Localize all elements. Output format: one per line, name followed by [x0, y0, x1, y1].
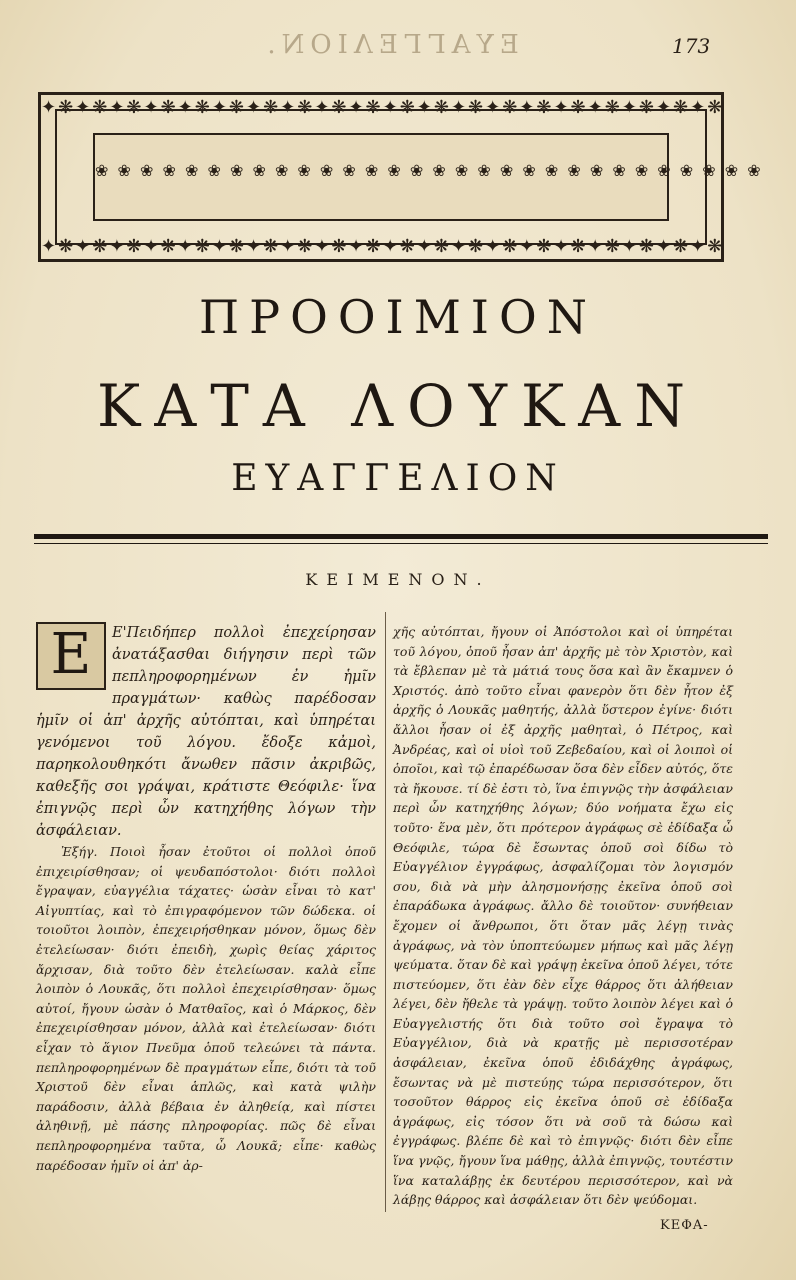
divider-rule-thin [34, 543, 768, 544]
dropcap-initial: Ε [36, 622, 106, 690]
title-line-2: ΚΑΤΑ ΛΟΥΚΑΝ [97, 372, 699, 440]
left-column [36, 622, 376, 1175]
decorative-headpiece [38, 92, 763, 262]
page-number: 173 [672, 34, 711, 58]
title-line-3: ΕΥΑΓΓΕΛΙΟΝ [231, 458, 565, 499]
column-divider [385, 612, 386, 1212]
ornament-band-inner: ❀ ❀ ❀ ❀ ❀ ❀ ❀ ❀ ❀ ❀ ❀ ❀ ❀ ❀ ❀ ❀ ❀ ❀ ❀ ❀ ❀ ❀ ❀ ❀ ❀ ❀ ❀ ❀ ❀ ❀ [95, 161, 763, 180]
catchword: ΚΕΦΑ- [660, 1218, 709, 1233]
section-label: ΚΕΙΜΕΝΟΝ. [305, 570, 491, 589]
ornament-band-bottom: ✦❋✦❋✦❋✦❋✦❋✦❋✦❋✦❋✦❋✦❋✦❋✦❋✦❋✦❋✦❋✦❋✦❋✦❋✦❋✦❋ [41, 236, 725, 257]
title-line-1: ΠΡΟΟΙΜΙΟΝ [199, 290, 597, 344]
ornament-band-top: ✦❋✦❋✦❋✦❋✦❋✦❋✦❋✦❋✦❋✦❋✦❋✦❋✦❋✦❋✦❋✦❋✦❋✦❋✦❋✦❋ [41, 97, 725, 118]
right-column [393, 622, 733, 1210]
running-head: ΕΥΑΓΓΕΛΙΟΝ. [261, 30, 519, 60]
divider-rule-thick [34, 534, 768, 539]
commentary-left: Ἐξήγ. Ποιοὶ ἦσαν ἐτοῦτοι οἱ πολλοὶ ὁποῦ ἐπιχειρίσθησαν; οἱ ψευδαπόστολοι· διότι πολλοὶ ἔγραψαν, εὐαγγέλια τάχατες· ὡσὰν εἶναι τὸ κατ' Αἰγυπτίας, καὶ τὸ ἐπιγραφόμενον τῶν δώδεκα. οἱ τοιοῦτοι λοιπὸν, ἐπεχειρήσθηκαν μόνον, ὅμως δὲν ἐτελείωσαν· διότι ἐπειδὴ, χωρὶς θείας χάριτος ἄρχισαν, διὰ τοῦτο δὲν ἐτελείωσαν. καλὰ εἶπε λοιπὸν ὁ Λουκᾶς, ὅτι πολλοὶ ἐπεχειρίσθησαν· ὅμως αὐτοί, ἤγουν ὡσὰν ὁ Ματθαῖος, καὶ ὁ Μάρκος, δὲν ἐπεχειρίσθησαν μόνον, ἀλλὰ καὶ ἐτελείωσαν· διότι εἶχαν τὸ ἅγιον Πνεῦμα ὁποῦ τελεώνει τὰ πάντα. πεπληροφορημένων δὲ πραγμάτων εἶπε, διότι τὰ τοῦ Χριστοῦ δὲν εἶναι ἁπλῶς, καὶ κατὰ ψιλὴν παράδοσιν, ἀλλὰ βέβαια ἐν ἀληθείᾳ, καὶ πίστει ἀληθινῇ, μὲ πάσης πληροφορίας. πῶς δὲ εἶναι πεπληροφορημένα ταῦτα, ὦ Λουκᾶ; εἶπε· καθὼς παρέδοσαν ἡμῖν οἱ ἀπ' ἀρ- [36, 844, 376, 1173]
headpiece-panel [93, 133, 763, 221]
scripture-text: Ε'Πειδήπερ πολλοὶ ἐπεχείρησαν ἀνατάξασθαι διήγησιν περὶ τῶν πεπληροφορημένων ἐν ἡμῖν πραγμάτων· καθὼς παρέδοσαν ἡμῖν οἱ ἀπ' ἀρχῆς αὐτόπται, καὶ ὑπηρέται γενόμενοι τοῦ λόγου. ἔδοξε κἀμοὶ, παρηκολουθηκότι ἄνωθεν πᾶσιν ἀκριβῶς, καθεξῆς σοι γράψαι, κράτιστε Θεόφιλε· ἵνα ἐπιγνῷς περὶ ὧν κατηχήθης λόγων τὴν ἀσφάλειαν. [36, 625, 376, 839]
commentary-right: χῆς αὐτόπται, ἤγουν οἱ Ἀπόστολοι καὶ οἱ ὑπηρέται τοῦ λόγου, ὁποῦ ἦσαν ἀπ' ἀρχῆς μὲ τὸν Χριστὸν, καὶ τὰ ἔβλεπαν μὲ τὰ μάτιά τους ὅσα καὶ ἂν ἔκαμνεν ὁ Χριστός. ἀπὸ τοῦτο εἶναι φανερὸν ὅτι δὲν ἦτον ἐξ ἀρχῆς ὁ Λουκᾶς μαθητής, ἀλλὰ ὕστερον ἐγίνε· διότι ἄλλοι ἦσαν οἱ ἐξ ἀρχῆς μαθηταὶ, ὁ Πέτρος, καὶ Ἀνδρέας, καὶ οἱ υἱοὶ τοῦ Ζεβεδαίου, καὶ οἱ λοιποὶ οἱ ὁποῖοι, καὶ τῷ ἐπαρέδωσαν ὅσα δὲν εἶδεν αὐτός, ὅτε τὰ ἤκουσε. τί δὲ ἐστι τὸ, ἵνα ἐπιγνῷς τὴν ἀσφάλειαν περὶ ὧν κατηχήθης λόγων; δύο νοήματα ἔχω εἰς τοῦτο· ἕνα μὲν, ὅτι πρότερον ἀγράφως σὲ ἐδίδαξα ὦ Θεόφιλε, τώρα δὲ ἔσωντας ὁποῦ σοὶ δίδω τὸ Εὐαγγέλιον ἐγγράφως, ἀσφαλίζομαι τὸν λογισμόν σου, διὰ νὰ μὴν ἀλησμονήσῃς ἐκεῖνα ὁποῦ σοὶ ἐπαράδωκα ἀγράφως. ἄλλο δὲ τοιοῦτον· συνήθειαν ἔχομεν οἱ ἄνθρωποι, ὅτι ὅταν μᾶς λέγῃ τινὰς ἀγράφως, νὰ τὸν ὑποπτεύωμεν μήπως καὶ μᾶς λέγῃ ψεύματα. ὅταν δὲ καὶ γράψῃ ἐκεῖνα ὁποῦ λέγει, τότε πιστεύομεν, ὅτι ἐὰν δὲν εἶχε θάρρος ὅτι ἀλήθειαν λέγει, δὲν ἤθελε τὰ γράψῃ. τοῦτο λοιπὸν λέγει καὶ ὁ Εὐαγγελιστής ὅτι διὰ τοῦτο σοὶ ἔγραψα τὸ Εὐαγγέλιον, διὰ νὰ κρατῇς μὲ περισσοτέραν ἀσφάλειαν, ἐκεῖνα ὁποῦ ἐδιδάχθης ἀγράφως, ἔσωντας νὰ μὲ πιστεύῃς τώρα περισσότερον, ὅτι τοσοῦτον θάρρος εἰς ἐκεῖνα ὁποῦ σὲ ἐδίδαξα ἀγράφως, εἰς τόσον ὅτι νὰ σοῦ τὰ δώσω καὶ ἐγγράφως. βλέπε δὲ καὶ τὸ ἐπιγνῷς· διότι δὲν εἶπε ἵνα γνῷς, ἤγουν ἵνα μάθῃς, ἀλλὰ ἐπιγνῷς, τουτέστιν ἵνα καταλάβῃς ἐκ δευτέρου περισσότερον, καὶ νὰ λάβῃς θάρρος καὶ ἀσφάλειαν ὅτι δὲν ψεύδομαι. [393, 624, 733, 1208]
